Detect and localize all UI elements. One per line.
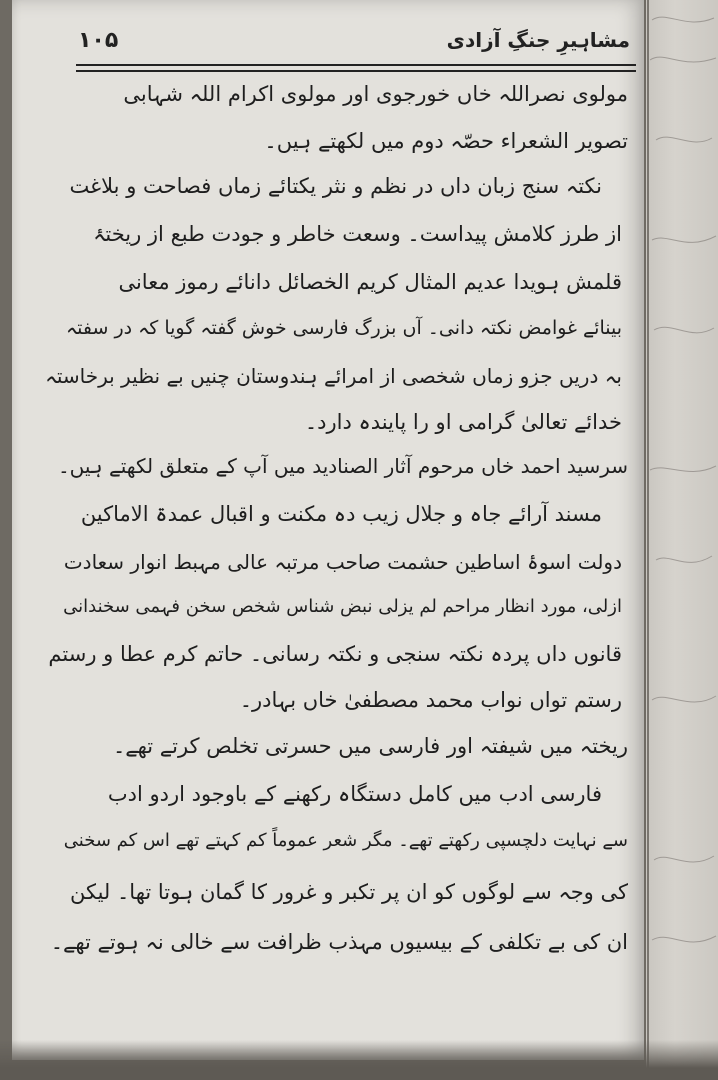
- text-line: ازلی، مورد انظار مراحم لم یزلی نبض شناس شخص سخن فہمی سخندانی: [63, 596, 622, 617]
- header-rule-bottom: [76, 70, 636, 72]
- page-number: ۱۰۵: [78, 28, 119, 53]
- page-header: [78, 28, 634, 62]
- running-title: مشاہیرِ جنگِ آزادی: [446, 28, 630, 52]
- page-body-text: [40, 74, 630, 974]
- text-line: دولت اسوۂ اساطین حشمت صاحب مرتبہ عالی مہبط انوار سعادت: [63, 550, 622, 574]
- text-line: از طرز کلامش پیداست۔ وسعت خاطر و جودت طبع از ریختۂ: [93, 222, 622, 246]
- text-line: فارسی ادب میں کامل دستگاہ رکھنے کے باوجود اردو ادب: [107, 782, 602, 806]
- handwritten-notes-image: [646, 0, 718, 1080]
- text-line: سرسید احمد خاں مرحوم آثار الصنادید میں آپ کے متعلق لکھتے ہیں۔: [57, 454, 628, 478]
- header-rule-top: [76, 64, 636, 66]
- text-line: ان کی بے تکلفی کے بیسیوں مہذب ظرافت سے خالی نہ ہوتے تھے۔: [50, 930, 628, 954]
- text-line: قلمش ہویدا عدیم المثال کریم الخصائل دانائے رموز معانی: [118, 270, 622, 294]
- text-line: مسند آرائے جاہ و جلال زیب دہ مکنت و اقبال عمدۃ الاماکین: [80, 502, 602, 526]
- text-line: بہ دریں جزو زماں شخصی از امرائے ہندوستان چنیں بے نظیر برخاستہ: [45, 364, 622, 388]
- text-line: خدائے تعالیٰ گرامی او را پایندہ دارد۔: [304, 410, 622, 434]
- text-line: رستم تواں نواب محمد مصطفیٰ خاں بہادر۔: [239, 688, 622, 712]
- text-line: کی وجہ سے لوگوں کو ان پر تکبر و غرور کا گمان ہوتا تھا۔ لیکن: [70, 880, 628, 904]
- text-line: مولوی نصراللہ خاں خورجوی اور مولوی اکرام اللہ شہابی: [123, 82, 628, 106]
- page-bottom-shadow: [0, 1040, 718, 1080]
- text-line: قانوں داں پردہ نکتہ سنجی و نکتہ رسانی۔ حاتم کرم عطا و رستم: [48, 642, 622, 666]
- facing-page-edge: [646, 0, 718, 1080]
- text-line: نکتہ سنج زبان داں در نظم و نثر یکتائے زماں فصاحت و بلاغت: [69, 174, 602, 198]
- text-line: سے نہایت دلچسپی رکھتے تھے۔ مگر شعر عموماً کم کہتے تھے اس کم سخنی: [63, 830, 628, 851]
- text-line: بینائے غوامض نکتہ دانی۔ آں بزرگ فارسی خوش گفتہ گویا کہ در سفتہ: [66, 317, 622, 339]
- text-line: ریختہ میں شیفتہ اور فارسی میں حسرتی تخلص کرتے تھے۔: [113, 734, 628, 758]
- text-line: تصویر الشعراء حصّہ دوم میں لکھتے ہیں۔: [264, 129, 628, 153]
